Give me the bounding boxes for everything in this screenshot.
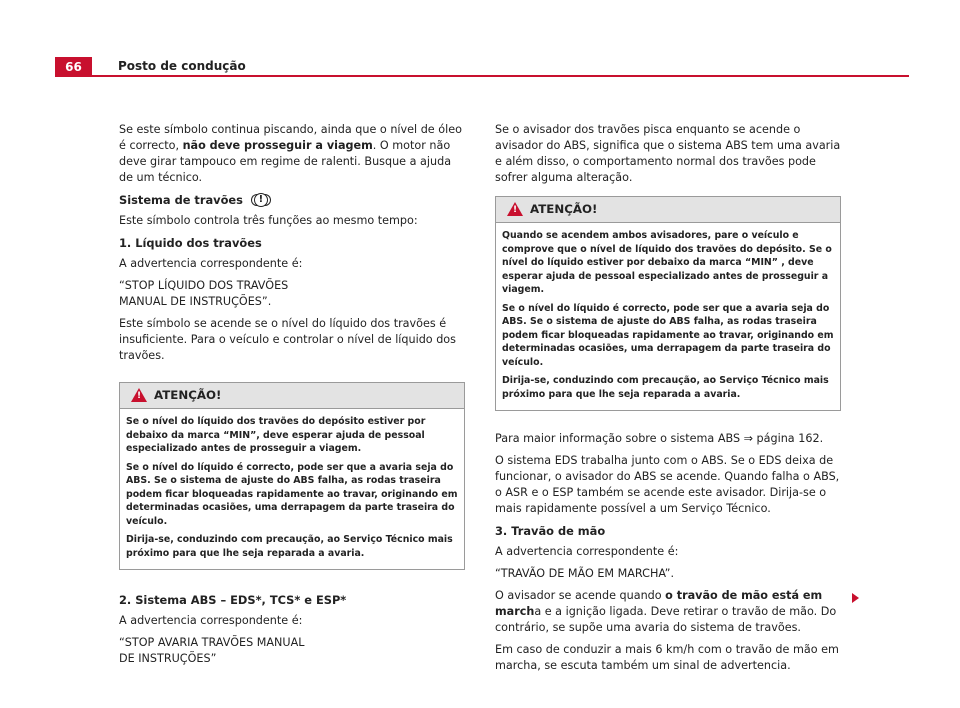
brake-system-heading: Sistema de travões ! xyxy=(119,192,465,208)
paragraph: A advertencia correspondente é: xyxy=(495,545,679,558)
paragraph: O sistema EDS trabalha junto com o ABS. Se o EDS deixa de funcionar, o avisador do ABS se acende. Quando falha o ABS, o ASR e o ESP também se acende este avisador. Dirija-se o mais rapidamente possível a um Serviço Técnico. xyxy=(495,454,840,515)
warning-title: ATENÇÃO! xyxy=(530,202,598,216)
paragraph: O avisador se acende quando o travão de mão está em marcha e a ignição ligada. Deve retirar o travão de mão. Do contrário, se supõe uma avaria do sistema de travões. xyxy=(495,589,837,634)
abs-reference: Para maior informação sobre o sistema ABS ⇒ página 162. xyxy=(495,432,824,445)
left-column xyxy=(119,122,465,673)
warning-box xyxy=(119,382,465,570)
section-title: Posto de condução xyxy=(118,59,246,73)
page-header xyxy=(55,57,909,77)
paragraph: A advertencia correspondente é: xyxy=(119,257,303,270)
warning-message-text: “STOP LÍQUIDO DOS TRAVÕES MANUAL DE INSTRUÇÕES”. xyxy=(119,279,289,308)
paragraph: Se o avisador dos travões pisca enquanto se acende o avisador do ABS, significa que o sistema ABS tem uma avaria e além disso, o comportamento normal dos travões pode sofrer alguma alteração. xyxy=(495,123,841,184)
paragraph: Em caso de conduzir a mais 6 km/h com o travão de mão em marcha, se escuta também um sinal de advertencia. xyxy=(495,643,839,672)
warning-body: Quando se acendem ambos avisadores, pare o veículo e comprove que o nível de líquido dos travões do depósito. Se o nível do líquido estiver por debaixo da marca “MIN” , deve esperar ajuda de pessoal especializado antes de prosseguir a viagem. Se o nível do líquido é correcto, pode ser que a avaria seja do ABS. Se o sistema de ajuste do ABS falha, as rodas traseira podem ficar bloqueadas rapidamente ao travar, originando em determinadas ocasiões, uma derrapagem da parte traseira do veículo. Dirija-se, conduzindo com precaução, ao Serviço Técnico mais próximo para que lhe seja reparada a avaria. xyxy=(502,230,834,400)
warning-header: ! ATENÇÃO! xyxy=(120,383,464,409)
warning-message-text: “TRAVÃO DE MÃO EM MARCHA”. xyxy=(495,567,674,580)
paragraph: Este símbolo se acende se o nível do líquido dos travões é insuficiente. Para o veículo e controlar o nível de líquido dos travões. xyxy=(119,317,456,362)
warning-title: ATENÇÃO! xyxy=(154,388,222,402)
page-number: 66 xyxy=(55,57,92,77)
handbrake-heading: 3. Travão de mão xyxy=(495,524,606,538)
paragraph: Este símbolo controla três funções ao mesmo tempo: xyxy=(119,214,418,227)
paragraph: A advertencia correspondente é: xyxy=(119,614,303,627)
oil-paragraph: Se este símbolo continua piscando, ainda que o nível de óleo é correcto, não deve prosseguir a viagem. O motor não deve girar tampouco em regime de ralenti. Busque a ajuda de um técnico. xyxy=(119,123,462,184)
warning-body: Se o nível do líquido dos travões do depósito estiver por debaixo da marca “MIN”, deve esperar ajuda de pessoal especializado antes de prosseguir a viagem. Se o nível do líquido é correcto, pode ser que a avaria seja do ABS. Se o sistema de ajuste do ABS falha, as rodas traseira podem ficar bloqueadas rapidamente ao travar, originando em determinadas ocasiões, uma derrapagem da parte traseira do veículo. Dirija-se, conduzindo com precaução, ao Serviço Técnico mais próximo para que lhe seja reparada a avaria. xyxy=(126,416,458,559)
warning-header: ! ATENÇÃO! xyxy=(496,197,840,223)
header-rule xyxy=(92,75,909,77)
continue-arrow-icon xyxy=(852,593,859,603)
warning-box xyxy=(495,196,841,411)
abs-heading: 2. Sistema ABS – EDS*, TCS* e ESP* xyxy=(119,593,347,607)
warning-message-text: “STOP AVARIA TRAVÕES MANUAL DE INSTRUÇÕES” xyxy=(119,636,305,665)
brake-fluid-heading: 1. Líquido dos travões xyxy=(119,236,262,250)
brake-warning-icon: ! xyxy=(251,193,271,207)
right-column xyxy=(495,122,841,680)
